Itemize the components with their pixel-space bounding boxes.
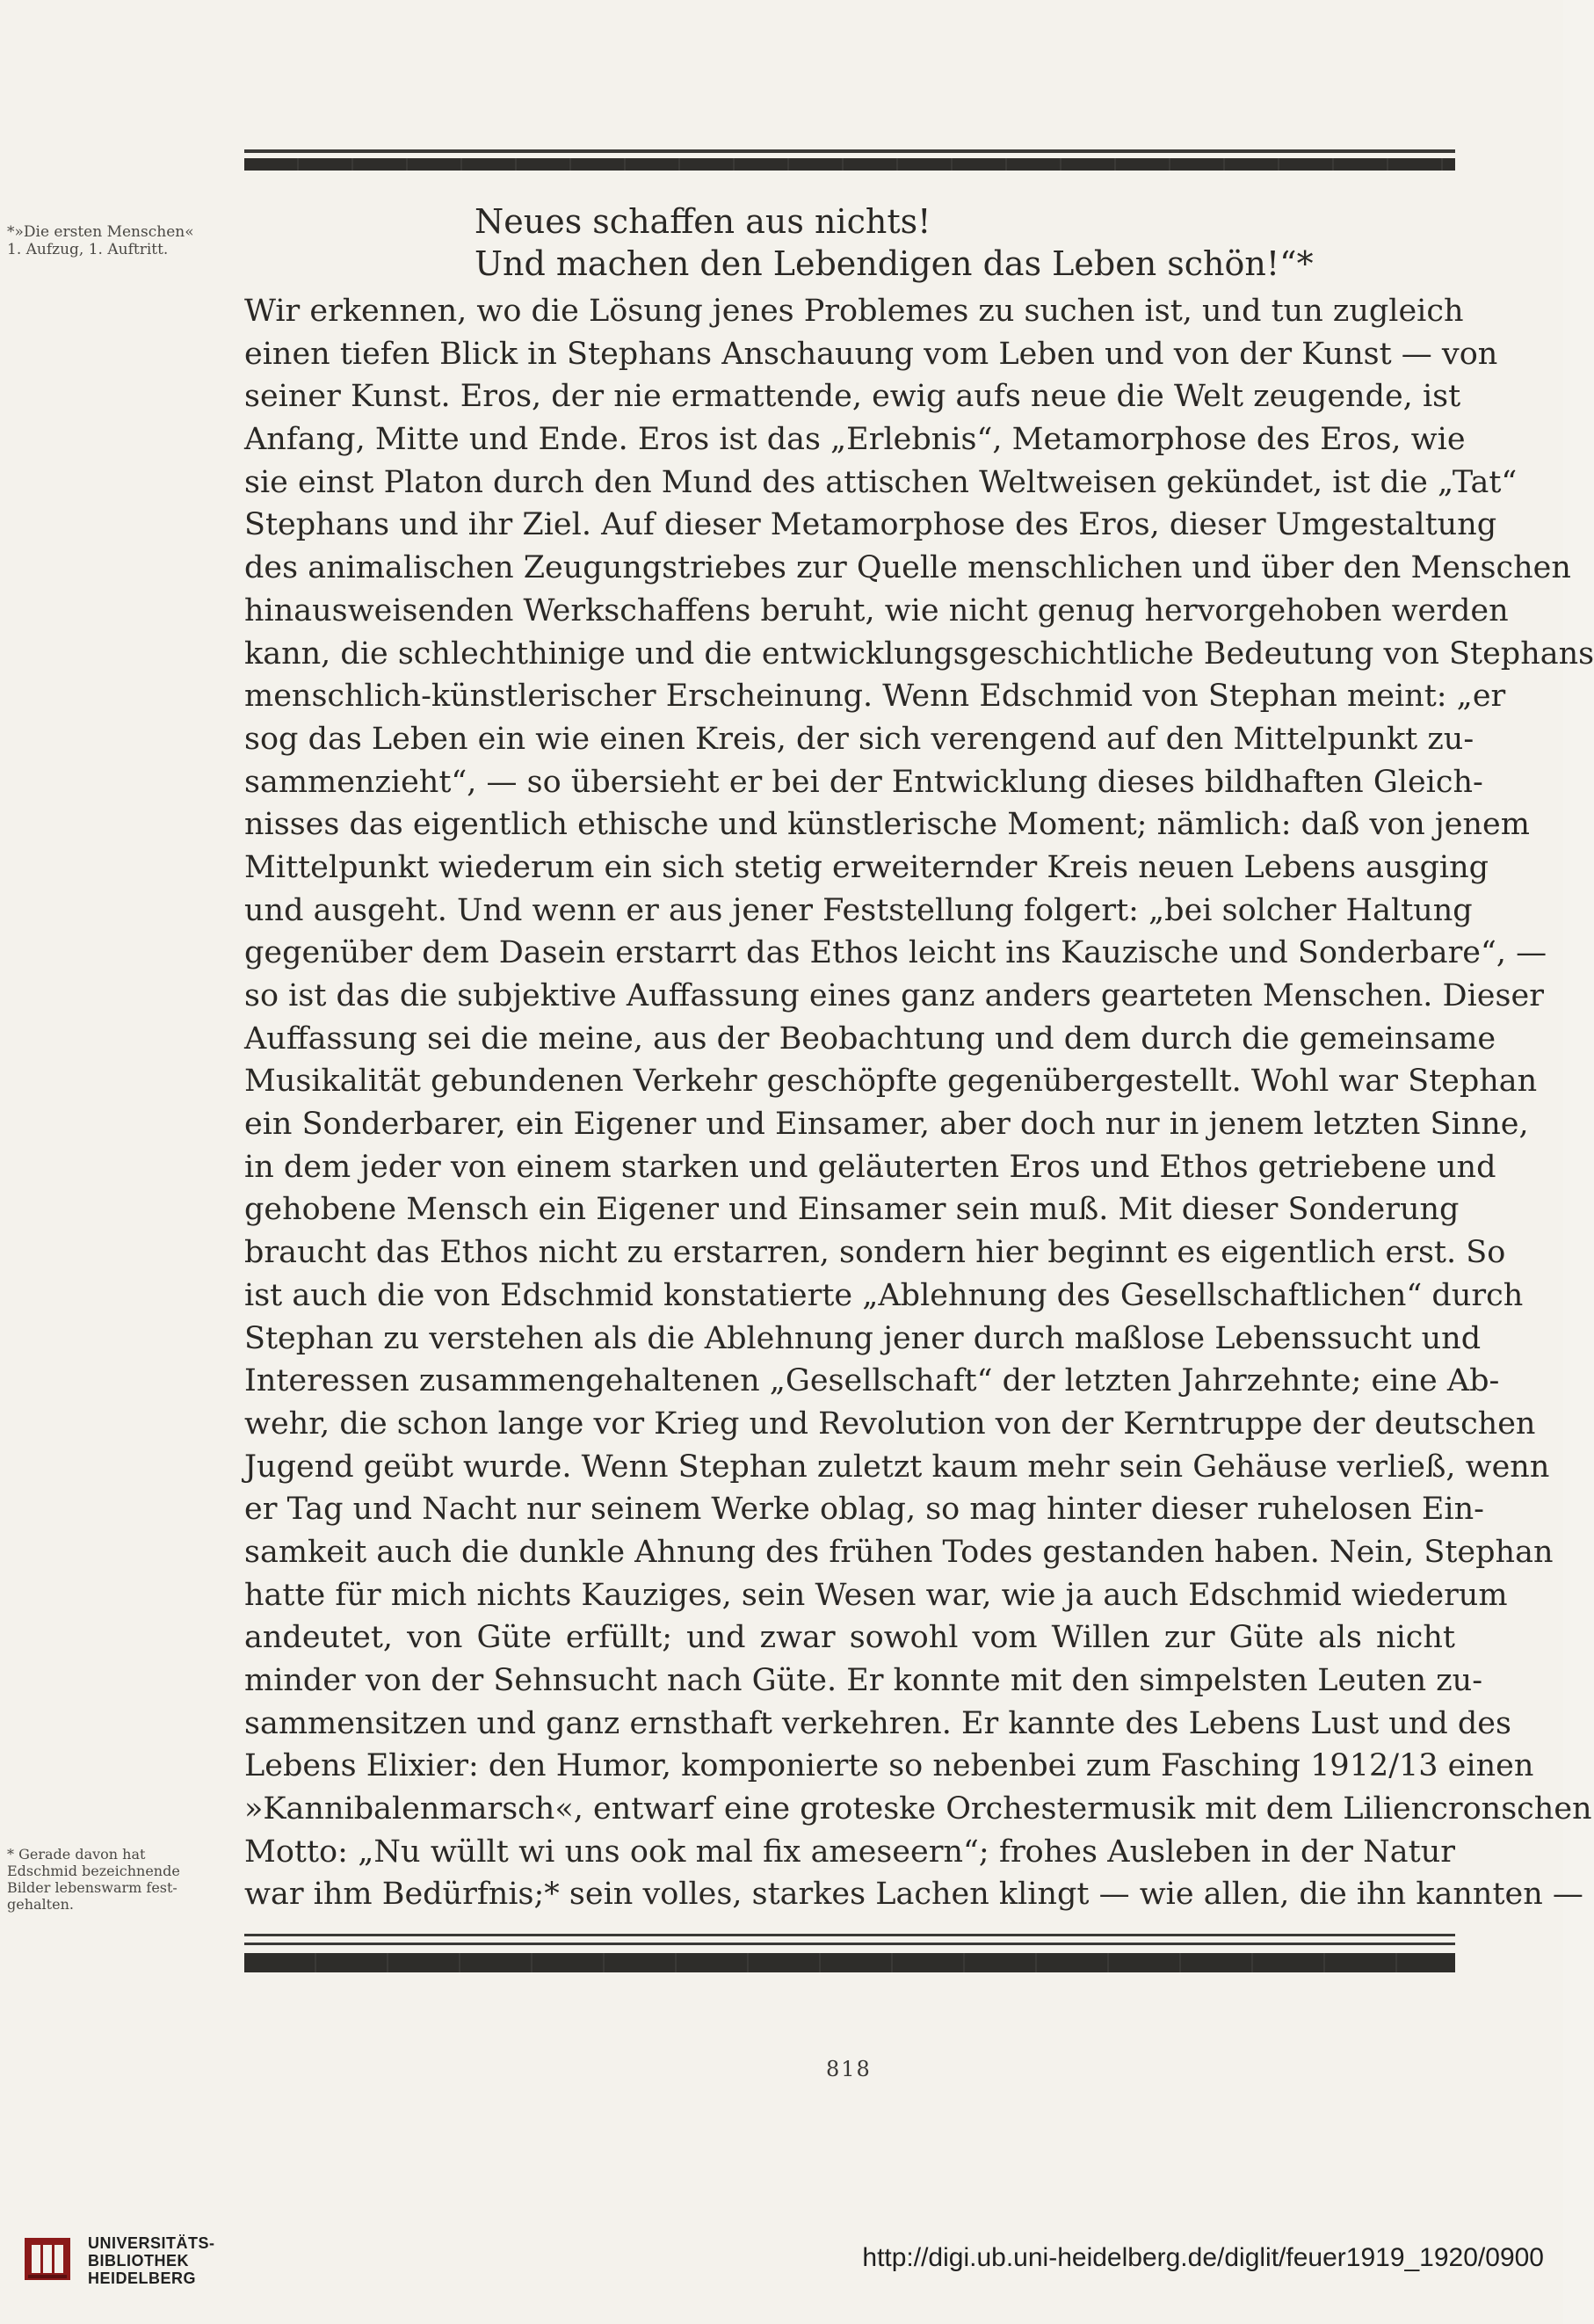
text-line: Stephan zu verstehen als die Ablehnung jener durch maßlose Lebenssucht und bbox=[244, 1320, 1482, 1356]
margin-note-line: *»Die ersten Menschen« bbox=[7, 223, 194, 241]
margin-note-line: Bilder lebenswarm fest- bbox=[7, 1879, 178, 1896]
text-line: seiner Kunst. Eros, der nie ermattende, ewig aufs neue die Welt zeugende, ist bbox=[244, 379, 1461, 415]
text-line: einen tiefen Blick in Stephans Anschauung vom Leben und von der Kunst — von bbox=[244, 336, 1498, 372]
text-line: sog das Leben ein wie einen Kreis, der sich verengend auf den Mittelpunkt zu- bbox=[244, 721, 1474, 757]
text-line: nisses das eigentlich ethische und künstlerische Moment; nämlich: daß von jenem bbox=[244, 807, 1530, 843]
bottom-rule-thin bbox=[244, 1943, 1455, 1945]
top-rule-thin bbox=[244, 149, 1455, 153]
text-line: hinausweisenden Werkschaffens beruht, wie nicht genug hervorgehoben werden bbox=[244, 592, 1509, 628]
footer-bar bbox=[0, 2224, 1563, 2324]
text-line: Motto: „Nu wüllt wi uns ook mal fix ameseern“; frohes Ausleben in der Natur bbox=[244, 1834, 1455, 1870]
text-line: Musikalität gebundenen Verkehr geschöpfte gegenübergestellt. Wohl war Stephan bbox=[244, 1064, 1538, 1100]
bottom-rule-thick bbox=[244, 1953, 1455, 1972]
text-line: ein Sonderbarer, ein Eigener und Einsamer, aber doch nur in jenem letzten Sinne, bbox=[244, 1107, 1529, 1143]
text-line: gehobene Mensch ein Eigener und Einsamer sein muß. Mit dieser Sonderung bbox=[244, 1192, 1460, 1228]
text-line: Stephans und ihr Ziel. Auf dieser Metamorphose des Eros, dieser Umgestaltung bbox=[244, 507, 1497, 543]
text-line: in dem jeder von einem starken und geläuterten Eros und Ethos getriebene und bbox=[244, 1149, 1496, 1185]
margin-note-first-people bbox=[7, 223, 207, 258]
text-line: ist auch die von Edschmid konstatierte „Ablehnung des Gesellschaftlichen“ durch bbox=[244, 1277, 1524, 1313]
text-line: Wir erkennen, wo die Lösung jenes Problemes zu suchen ist, und tun zugleich bbox=[244, 294, 1464, 329]
text-line: Auffassung sei die meine, aus der Beobachtung und dem durch die gemeinsame bbox=[244, 1020, 1496, 1057]
text-line: menschlich-künstlerischer Erscheinung. Wenn Edschmid von Stephan meint: „er bbox=[244, 679, 1506, 715]
text-line: Lebens Elixier: den Humor, komponierte so nebenbei zum Fasching 1912/13 einen bbox=[244, 1748, 1534, 1784]
text-line: des animalischen Zeugungstriebes zur Quelle menschlichen und über den Menschen bbox=[244, 550, 1571, 586]
text-line: kann, die schlechthinige und die entwicklungsgeschichtliche Bedeutung von Stephans bbox=[244, 635, 1594, 672]
text-line: und ausgeht. Und wenn er aus jener Feststellung folgert: „bei solcher Haltung bbox=[244, 892, 1473, 928]
library-name-line: HEIDELBERG bbox=[88, 2270, 197, 2287]
margin-note-line: * Gerade davon hat bbox=[7, 1846, 146, 1863]
margin-note-line: Edschmid bezeichnende bbox=[7, 1863, 180, 1879]
text-line: Anfang, Mitte und Ende. Eros ist das „Erlebnis“, Metamorphose des Eros, wie bbox=[244, 422, 1466, 458]
text-line: sammenzieht“, — so übersieht er bei der Entwicklung dieses bildhaften Gleich- bbox=[244, 764, 1483, 800]
text-line: so ist das die subjektive Auffassung eines ganz anders gearteten Menschen. Dieser bbox=[244, 978, 1544, 1013]
body-text bbox=[244, 290, 1594, 1916]
text-line: »Kannibalenmarsch«, entwarf eine groteske Orchestermusik mit dem Liliencronschen bbox=[244, 1791, 1592, 1827]
text-line: hatte für mich nichts Kauziges, sein Wesen war, wie ja auch Edschmid wiederum bbox=[244, 1577, 1508, 1613]
text-line: Jugend geübt wurde. Wenn Stephan zuletzt kaum mehr sein Gehäuse verließ, wenn bbox=[244, 1449, 1550, 1485]
poem-line-1: Neues schaffen aus nichts! bbox=[475, 202, 931, 241]
text-line: braucht das Ethos nicht zu erstarren, sondern hier beginnt es eigentlich erst. So bbox=[244, 1235, 1506, 1271]
text-line: Mittelpunkt wiederum ein sich stetig erweiternder Kreis neuen Lebens ausging bbox=[244, 849, 1489, 885]
text-line: er Tag und Nacht nur seinem Werke oblag, so mag hinter dieser ruhelosen Ein- bbox=[244, 1492, 1484, 1528]
source-url-link[interactable]: http://digi.ub.uni-heidelberg.de/diglit/feuer1919_1920/0900 bbox=[862, 2243, 1544, 2272]
text-line: wehr, die schon lange vor Krieg und Revolution von der Kerntruppe der deutschen bbox=[244, 1405, 1536, 1442]
bottom-rule-thin bbox=[244, 1934, 1455, 1936]
text-line: andeutet, von Güte erfüllt; und zwar sowohl vom Willen zur Güte als nicht bbox=[244, 1620, 1455, 1656]
text-line: sammensitzen und ganz ernsthaft verkehren. Er kannte des Lebens Lust und des bbox=[244, 1705, 1511, 1741]
library-name-line: BIBLIOTHEK bbox=[88, 2252, 189, 2270]
text-line: Interessen zusammengehaltenen „Gesellschaft“ der letzten Jahrzehnte; eine Ab- bbox=[244, 1363, 1500, 1399]
text-line: samkeit auch die dunkle Ahnung des frühen Todes gestanden haben. Nein, Stephan bbox=[244, 1534, 1554, 1570]
poem-line-2: Und machen den Lebendigen das Leben schön!“* bbox=[475, 244, 1314, 283]
text-line: gegenüber dem Dasein erstarrt das Ethos leicht ins Kauzische und Sonderbare“, — bbox=[244, 935, 1547, 971]
margin-note-edschmid bbox=[7, 1846, 207, 1913]
library-name-line: UNIVERSITÄTS- bbox=[88, 2234, 215, 2252]
text-line: war ihm Bedürfnis;* sein volles, starkes Lachen klingt — wie allen, die ihn kannten — bbox=[244, 1877, 1583, 1913]
margin-note-line: 1. Aufzug, 1. Auftritt. bbox=[7, 241, 169, 258]
university-seal-icon bbox=[19, 2231, 76, 2287]
margin-note-line: gehalten. bbox=[7, 1896, 74, 1913]
text-line: sie einst Platon durch den Mund des attischen Weltweisen gekündet, ist die „Tat“ bbox=[244, 464, 1518, 500]
text-line: minder von der Sehnsucht nach Güte. Er konnte mit den simpelsten Leuten zu- bbox=[244, 1663, 1483, 1698]
top-rule-thick bbox=[244, 158, 1455, 171]
page-number: 818 bbox=[826, 2057, 872, 2081]
library-name bbox=[88, 2234, 215, 2287]
